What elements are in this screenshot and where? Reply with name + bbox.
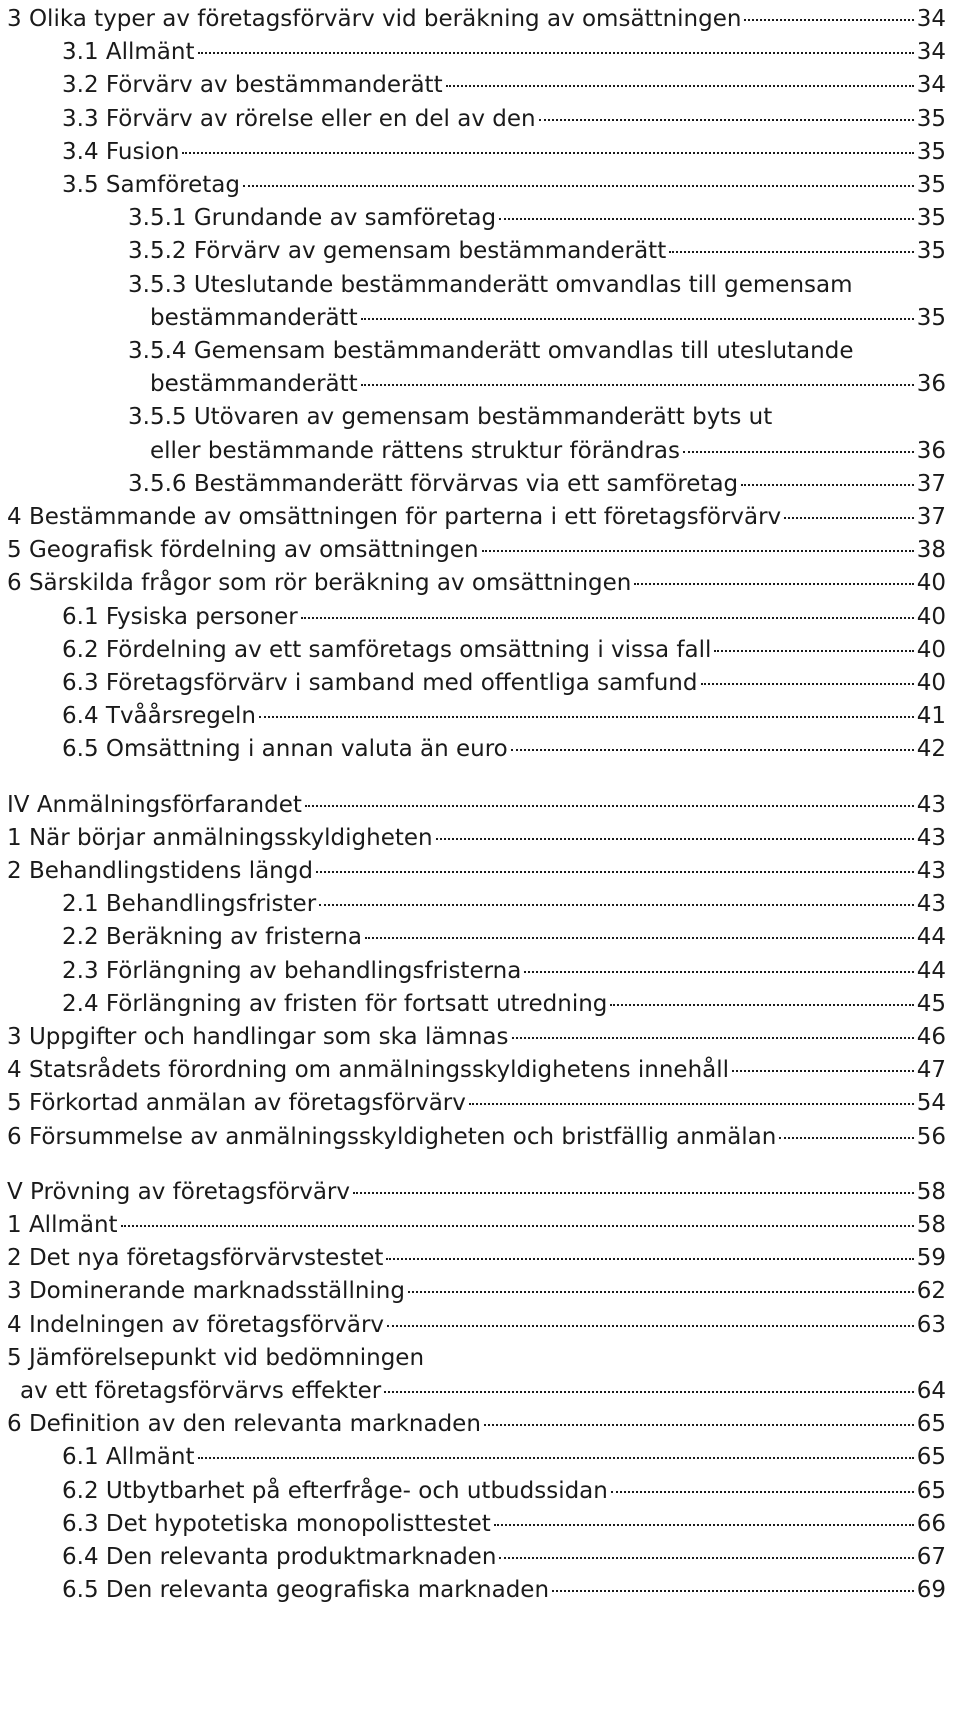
toc-entry-page: 58: [916, 1178, 946, 1205]
toc-entry-line: [7, 1176, 946, 1209]
toc-entry-line: [128, 235, 946, 268]
toc-entry-page: 38: [916, 537, 946, 564]
toc-entry-page: 67: [916, 1544, 946, 1570]
toc-entry-line: [7, 1309, 946, 1342]
toc-entry-line: [128, 335, 946, 368]
toc-entry-title: 3.5 Samföretag: [62, 172, 240, 198]
toc-entry[interactable]: [0, 269, 960, 335]
dot-leader: [714, 650, 913, 652]
toc-entry[interactable]: [0, 1121, 960, 1154]
toc-entry-line: [7, 1275, 946, 1308]
toc-entry-page: 40: [916, 636, 946, 663]
toc-entry-line: [128, 269, 946, 302]
toc-entry-page: 34: [916, 6, 946, 32]
dot-leader: [436, 838, 914, 840]
toc-entry-line: [7, 501, 946, 534]
toc-entry-line: [20, 1375, 946, 1408]
toc-entry-title: 2.1 Behandlingsfrister: [62, 891, 317, 918]
toc-entry-title: IV Anmälningsförfarandet: [7, 791, 302, 818]
toc-entry-page: 43: [916, 891, 946, 918]
dot-leader: [121, 1225, 914, 1227]
toc-entry[interactable]: [0, 789, 960, 822]
dot-leader: [744, 19, 913, 21]
toc-entry[interactable]: [0, 1475, 960, 1508]
toc-entry-page: 43: [916, 791, 946, 818]
dot-leader: [669, 251, 914, 253]
dot-leader: [511, 749, 914, 751]
toc-entry-title: 6.5 Omsättning i annan valuta än euro: [62, 736, 508, 763]
toc-entry[interactable]: [0, 1441, 960, 1474]
toc-entry-title: 5 Jämförelsepunkt vid bedömningen: [7, 1344, 425, 1371]
toc-entry-line: [62, 733, 946, 766]
toc-entry-title: 6.4 Tvåårsregeln: [62, 703, 256, 730]
toc-entry-page: 42: [916, 736, 946, 763]
toc-entry-page: 36: [916, 437, 946, 464]
dot-leader: [482, 550, 914, 552]
toc-entry[interactable]: [0, 202, 960, 235]
toc-entry-line: [62, 103, 946, 136]
toc-entry[interactable]: [0, 103, 960, 136]
toc-entry-title: 6.5 Den relevanta geografiska marknaden: [62, 1577, 550, 1604]
toc-entry-line: [7, 1121, 946, 1154]
toc-entry-line: [62, 1541, 946, 1574]
toc-entry[interactable]: [0, 1087, 960, 1120]
toc-entry-line: [62, 1574, 946, 1607]
toc-entry-line: [7, 822, 946, 855]
toc-entry-page: 35: [916, 238, 946, 265]
toc-entry[interactable]: [0, 822, 960, 855]
toc-entry-page: 58: [916, 1212, 946, 1238]
toc-entry-page: 36: [916, 371, 946, 398]
toc-entry-line: [7, 789, 946, 822]
toc-entry-page: 65: [916, 1477, 946, 1504]
toc-entry[interactable]: [0, 1508, 960, 1541]
dot-leader: [182, 152, 913, 154]
toc-entry-page: 56: [916, 1123, 946, 1150]
toc-entry-title: 3.5.3 Uteslutande bestämmanderätt omvandlas till gemensam: [128, 271, 853, 298]
toc-entry-title: 5 Geografisk fördelning av omsättningen: [7, 537, 479, 564]
toc-entry-line: [62, 888, 946, 921]
toc-entry-title: 6.4 Den relevanta produktmarknaden: [62, 1544, 497, 1570]
toc-entry-page: 40: [916, 603, 946, 630]
toc-entry-line: [128, 202, 946, 235]
toc-entry-line: [7, 855, 946, 888]
toc-entry-line: [150, 435, 946, 468]
dot-leader: [319, 904, 914, 906]
toc-entry[interactable]: [0, 1309, 960, 1342]
toc-entry[interactable]: [0, 3, 960, 36]
dot-leader: [301, 617, 914, 619]
dot-leader: [741, 484, 914, 486]
toc-entry[interactable]: [0, 955, 960, 988]
toc-entry-page: 40: [916, 670, 946, 696]
dot-leader: [683, 451, 914, 453]
toc-entry[interactable]: [0, 136, 960, 169]
toc-entry-title: 3 Olika typer av företagsförvärv vid beräkning av omsättningen: [7, 6, 742, 32]
dot-leader: [259, 716, 914, 718]
toc-entry-title: 3 Uppgifter och handlingar som ska lämnas: [7, 1024, 509, 1050]
toc-entry[interactable]: [0, 921, 960, 954]
toc-entry-title: 2 Det nya företagsförvärvstestet: [7, 1245, 384, 1272]
dot-leader: [361, 384, 914, 386]
toc-entry-title: 4 Statsrådets förordning om anmälningsskyldighetens innehåll: [7, 1057, 730, 1084]
dot-leader: [484, 1424, 914, 1426]
toc-entry-page: 44: [916, 957, 946, 984]
toc-entry[interactable]: [0, 667, 960, 700]
dot-leader: [243, 185, 914, 187]
dot-leader: [779, 1137, 913, 1139]
dot-leader: [732, 1070, 914, 1072]
toc-entry-title: 6.1 Fysiska personer: [62, 603, 298, 630]
toc-entry-line: [150, 368, 946, 401]
toc-entry-page: 40: [916, 570, 946, 597]
toc-entry-page: 62: [916, 1278, 946, 1305]
toc-entry[interactable]: [0, 501, 960, 534]
toc-entry[interactable]: [0, 1054, 960, 1087]
toc-entry-title: 2.4 Förlängning av fristen för fortsatt utredning: [62, 990, 608, 1017]
toc-entry-title: 3.4 Fusion: [62, 138, 180, 165]
toc-entry[interactable]: [0, 235, 960, 268]
toc-entry-line: [62, 1508, 946, 1541]
toc-entry[interactable]: [0, 888, 960, 921]
toc-entry[interactable]: [0, 169, 960, 202]
toc-entry[interactable]: [0, 1342, 960, 1408]
toc-entry-line: [62, 1441, 946, 1474]
toc-entry-line: [62, 601, 946, 634]
toc-entry-line: [128, 468, 946, 501]
toc-entry-line: [62, 921, 946, 954]
dot-leader: [539, 119, 914, 121]
toc-entry[interactable]: [0, 567, 960, 600]
dot-leader: [384, 1391, 913, 1393]
toc-entry-line: [7, 1408, 946, 1441]
dot-leader: [386, 1258, 913, 1260]
dot-leader: [524, 971, 913, 973]
dot-leader: [512, 1037, 914, 1039]
dot-leader: [198, 52, 914, 54]
dot-leader: [446, 85, 914, 87]
toc-entry-line: [62, 988, 946, 1021]
toc-entry-page: 34: [916, 39, 946, 66]
toc-entry-title: 3 Dominerande marknadsställning: [7, 1278, 405, 1305]
toc-entry-title: 3.5.2 Förvärv av gemensam bestämmanderätt: [128, 238, 667, 265]
toc-entry-title: av ett företagsförvärvs effekter: [20, 1377, 382, 1404]
dot-leader: [469, 1103, 914, 1105]
toc-entry-line: [7, 1209, 946, 1242]
toc-entry-title: V Prövning av företagsförvärv: [7, 1178, 350, 1205]
toc-entry-page: 63: [916, 1311, 946, 1338]
toc-entry[interactable]: [0, 36, 960, 69]
toc-entry[interactable]: [0, 1021, 960, 1054]
toc-entry-title: bestämmanderätt: [150, 304, 358, 331]
toc-entry-page: 35: [916, 172, 946, 198]
toc-entry[interactable]: [0, 468, 960, 501]
dot-leader: [494, 1524, 914, 1526]
toc-entry-line: [62, 1475, 946, 1508]
toc-entry-title: 2.3 Förlängning av behandlingsfristerna: [62, 957, 522, 984]
toc-entry-line: [7, 1087, 946, 1120]
toc-entry-page: 69: [916, 1577, 946, 1604]
dot-leader: [198, 1457, 914, 1459]
toc-entry-title: 6 Särskilda frågor som rör beräkning av omsättningen: [7, 570, 632, 597]
dot-leader: [408, 1291, 914, 1293]
toc-entry-title: 6 Definition av den relevanta marknaden: [7, 1411, 481, 1438]
toc-entry-page: 35: [916, 105, 946, 132]
toc-entry-title: 3.3 Förvärv av rörelse eller en del av den: [62, 105, 536, 132]
dot-leader: [701, 683, 914, 685]
dot-leader: [387, 1325, 914, 1327]
toc-entry-title: 2 Behandlingstidens längd: [7, 858, 313, 884]
toc-entry-title: 2.2 Beräkning av fristerna: [62, 924, 362, 951]
toc-entry[interactable]: [0, 401, 960, 467]
toc-entry-title: 3.5.6 Bestämmanderätt förvärvas via ett samföretag: [128, 470, 739, 497]
toc-entry-page: 41: [916, 703, 946, 730]
toc-entry-title: eller bestämmande rättens struktur förändras: [150, 437, 680, 464]
toc-entry-line: [62, 667, 946, 700]
toc-entry[interactable]: [0, 1541, 960, 1574]
dot-leader: [316, 871, 914, 873]
toc-entry-line: [7, 1342, 946, 1375]
dot-leader: [611, 1491, 914, 1493]
dot-leader: [499, 1557, 913, 1559]
toc-entry-title: 6 Försummelse av anmälningsskyldigheten och bristfällig anmälan: [7, 1123, 777, 1150]
toc-entry-page: 64: [916, 1377, 946, 1404]
toc-entry-page: 47: [916, 1057, 946, 1084]
toc-entry-line: [7, 534, 946, 567]
toc-entry-page: 35: [916, 138, 946, 165]
toc-entry-line: [128, 401, 946, 434]
toc-entry-line: [7, 1021, 946, 1054]
toc-entry-line: [150, 302, 946, 335]
toc-entry-title: 1 När börjar anmälningsskyldigheten: [7, 824, 433, 851]
toc-entry-page: 34: [916, 72, 946, 99]
toc-entry-line: [62, 36, 946, 69]
toc-entry[interactable]: [0, 1574, 960, 1607]
toc-entry-page: 65: [916, 1444, 946, 1471]
toc-entry[interactable]: [0, 1408, 960, 1441]
toc-entry-page: 45: [916, 990, 946, 1017]
toc-entry-page: 43: [916, 824, 946, 851]
toc-entry[interactable]: [0, 1275, 960, 1308]
toc-entry-title: 6.3 Det hypotetiska monopolisttestet: [62, 1510, 491, 1537]
toc-entry-title: 4 Bestämmande av omsättningen för parterna i ett företagsförvärv: [7, 504, 782, 530]
toc-entry-title: 6.2 Utbytbarhet på efterfråge- och utbudssidan: [62, 1477, 608, 1504]
toc-entry[interactable]: [0, 335, 960, 401]
dot-leader: [634, 583, 913, 585]
toc-entry-page: 35: [916, 205, 946, 232]
toc-entry-line: [62, 634, 946, 667]
toc-entry-line: [62, 700, 946, 733]
toc-entry-line: [62, 169, 946, 202]
toc-entry[interactable]: [0, 1176, 960, 1209]
toc-entry[interactable]: [0, 601, 960, 634]
dot-leader: [305, 805, 914, 807]
toc-entry-line: [7, 1242, 946, 1275]
dot-leader: [610, 1004, 913, 1006]
toc-entry-title: 6.2 Fördelning av ett samföretags omsättning i vissa fall: [62, 636, 712, 663]
dot-leader: [353, 1192, 914, 1194]
toc-entry-page: 43: [916, 858, 946, 884]
toc-entry-title: 6.3 Företagsförvärv i samband med offentliga samfund: [62, 670, 698, 696]
toc-entry-title: 3.1 Allmänt: [62, 39, 195, 66]
toc-entry[interactable]: [0, 534, 960, 567]
toc-entry-title: 3.5.4 Gemensam bestämmanderätt omvandlas till uteslutande: [128, 338, 854, 364]
toc-entry-page: 66: [916, 1510, 946, 1537]
dot-leader: [365, 937, 914, 939]
toc-entry[interactable]: [0, 634, 960, 667]
toc-entry-title: 6.1 Allmänt: [62, 1444, 195, 1471]
toc-entry[interactable]: [0, 69, 960, 102]
toc-entry-title: 1 Allmänt: [7, 1212, 118, 1238]
dot-leader: [499, 218, 914, 220]
toc-entry-title: 3.2 Förvärv av bestämmanderätt: [62, 72, 443, 99]
toc-entry-page: 46: [916, 1024, 946, 1050]
toc-entry-title: 3.5.1 Grundande av samföretag: [128, 205, 497, 232]
toc-entry-page: 65: [916, 1411, 946, 1438]
toc-entry-title: bestämmanderätt: [150, 371, 358, 398]
toc-entry-page: 35: [916, 304, 946, 331]
dot-leader: [784, 517, 914, 519]
toc-entry-page: 37: [916, 504, 946, 530]
toc-entry-page: 59: [916, 1245, 946, 1272]
toc-entry-title: 5 Förkortad anmälan av företagsförvärv: [7, 1090, 466, 1117]
toc-entry-line: [62, 136, 946, 169]
toc-entry-page: 54: [916, 1090, 946, 1117]
toc-entry-line: [7, 1054, 946, 1087]
dot-leader: [552, 1590, 914, 1592]
toc-entry[interactable]: [0, 988, 960, 1021]
toc-entry-line: [62, 955, 946, 988]
toc-entry-line: [7, 567, 946, 600]
toc-entry-title: 4 Indelningen av företagsförvärv: [7, 1311, 385, 1338]
toc-entry[interactable]: [0, 700, 960, 733]
toc-entry-page: 44: [916, 924, 946, 951]
dot-leader: [361, 318, 914, 320]
toc-entry-page: 37: [916, 470, 946, 497]
toc-entry[interactable]: [0, 1242, 960, 1275]
toc-entry-title: 3.5.5 Utövaren av gemensam bestämmanderätt byts ut: [128, 404, 773, 431]
toc-entry-line: [62, 69, 946, 102]
toc-entry[interactable]: [0, 1209, 960, 1242]
toc-entry[interactable]: [0, 855, 960, 888]
toc-entry-line: [7, 3, 946, 36]
toc-entry[interactable]: [0, 733, 960, 766]
